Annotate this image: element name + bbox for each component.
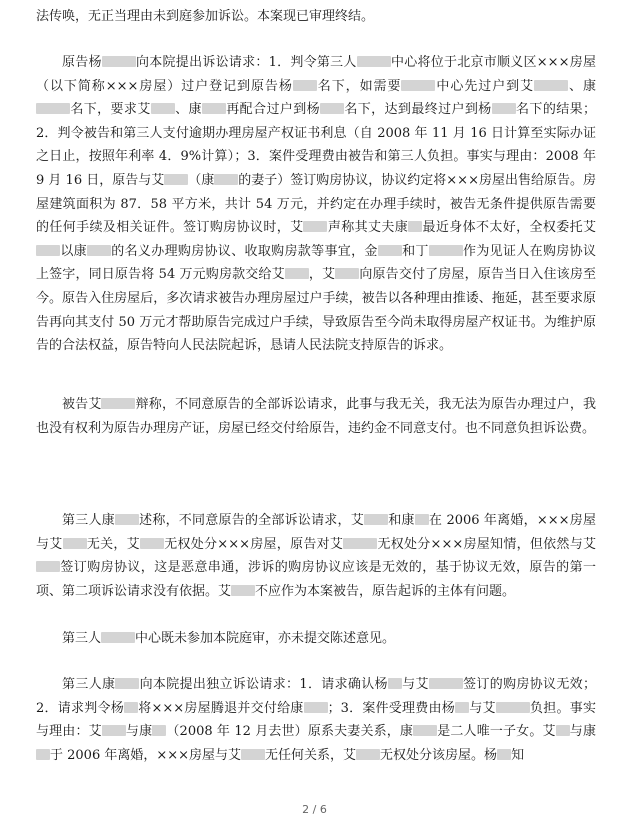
text: 是二人唯一子女。艾	[437, 724, 556, 740]
text: 名下，如需要	[316, 78, 402, 94]
text: 与康	[569, 724, 596, 740]
redaction	[343, 538, 377, 549]
redaction	[357, 56, 391, 67]
redaction	[335, 268, 359, 279]
paragraph-independent-claim	[36, 673, 596, 767]
text: 于 2006 年离婚，×××房屋与艾	[50, 747, 242, 763]
redaction	[497, 749, 511, 760]
redaction	[415, 514, 429, 525]
redaction	[115, 678, 139, 689]
page-number: 2 / 6	[302, 803, 327, 816]
paragraph-0	[36, 5, 596, 29]
text: 被告艾	[62, 397, 102, 412]
redaction	[36, 103, 70, 114]
redaction	[413, 725, 437, 736]
text: 法传唤，无正当理由未到庭参加诉讼。本案现已审理终结。	[36, 9, 375, 24]
redaction	[429, 245, 463, 256]
redaction	[388, 678, 402, 689]
text: 中心将位于北京市顺义区×××房屋（以下简称×××房屋）过户登记到原告杨	[36, 55, 596, 94]
redaction	[534, 80, 568, 91]
redaction	[304, 702, 328, 713]
text: 以康	[60, 243, 87, 259]
text: 、康	[174, 102, 202, 118]
text: 无权处分该房屋。杨	[380, 747, 498, 763]
text: 与康	[125, 724, 153, 740]
redaction	[429, 678, 463, 689]
paragraph-third-party-statement	[36, 509, 596, 603]
redaction	[124, 702, 138, 713]
redaction	[36, 245, 60, 256]
text: 将×××房屋腾退并交付给康	[137, 700, 304, 716]
text: 辩称，不同意原告的全部诉讼请求，此事与我无关，我无法为原告办理过户，我也没有权利为原告办理房产证，房屋已经交付给原告，违约金不同意支付。也不同意负担诉讼费。	[36, 397, 596, 436]
text: 第三人康	[62, 513, 115, 528]
text: 知	[511, 747, 525, 763]
redaction	[102, 725, 126, 736]
text: 述称，不同意原告的全部诉讼请求，艾	[138, 513, 364, 528]
text: 中心既未参加本院庭审，亦未提交陈述意见。	[135, 631, 396, 646]
redaction	[492, 103, 516, 114]
text: 签订的购房协议无效；2．请求判令杨	[36, 677, 596, 716]
redaction	[378, 245, 402, 256]
text: 作为见证人在购房协议上签字，同日原告将 54 万元购房款交给艾	[36, 243, 596, 283]
text: 名下的结果；2．判令被告和第三人支付逾期办理房屋产权证书利息（自 2008 年 11 月 16 日计算至实际办证之日止，按照年利率 4．9%计算）；3．案件受理费由被告和第三人负担。事实与理由：2008 年 9 月 16 日，原告与艾	[36, 102, 596, 188]
text: 和丁	[401, 243, 429, 259]
text: ，艾	[308, 267, 336, 283]
redaction	[151, 103, 175, 114]
redaction	[63, 538, 87, 549]
redaction	[241, 749, 265, 760]
redaction	[115, 514, 139, 525]
text: 中心先过户到艾	[435, 78, 535, 94]
redaction	[87, 245, 111, 256]
paragraph-plaintiff-claims	[36, 51, 596, 358]
text: （2008 年 12 月去世）原系夫妻关系，康	[166, 724, 414, 740]
redaction	[303, 221, 327, 232]
redaction	[293, 80, 317, 91]
text: 无关，艾	[86, 536, 140, 552]
text: 再配合过户到杨	[225, 102, 320, 118]
text: 向原告交付了房屋，原告当日入住该房至今。原告入住房屋后，多次请求被告办理房屋过户手续，被告以各种理由推诿、拖延，甚至要求原告再向其支付 50 万元才帮助原告完成过户手续，导致原告至今尚未取得房屋产权证书。为维护原告的合法权益，原告特向人民法院起诉，恳请人民法院支持原告的诉求。	[36, 267, 596, 354]
text: 与艾	[469, 700, 496, 716]
redaction	[401, 80, 435, 91]
redaction	[36, 561, 60, 572]
redaction	[202, 103, 226, 114]
redaction	[320, 103, 344, 114]
text: 、康	[568, 78, 596, 94]
redaction	[36, 749, 50, 760]
text: 向本院提出诉讼请求：1．判令第三人	[135, 55, 357, 70]
paragraph-third-party-center	[36, 627, 596, 651]
redaction	[285, 268, 309, 279]
text: 的妻子）签订购房协议，协议约定将×××房屋出售给原告。房屋建筑面积为 87．58 平方米，共计 54 万元，并约定在办理手续时，被告无条件提供原告需要的任何手续及相关证件。签订购房协议时，艾	[36, 172, 596, 236]
redaction	[231, 585, 255, 596]
paragraph-defendant-reply	[36, 393, 596, 440]
text: 无权处分×××房屋知情，但依然与艾	[377, 536, 596, 552]
text: 第三人	[62, 631, 102, 646]
text: 签订购房协议，这是恶意串通，涉诉的购房协议应该是无效的，基于协议无效，原告的第一项、第二项诉讼请求没有依据。艾	[36, 560, 596, 599]
text: 最近身体不太好，全权委托艾	[422, 220, 596, 236]
redaction	[214, 174, 238, 185]
text: 原告杨	[62, 55, 102, 70]
redaction	[496, 702, 530, 713]
redaction	[152, 725, 166, 736]
text: 和康	[387, 513, 415, 528]
redaction	[408, 221, 422, 232]
text: （康	[188, 172, 215, 188]
text: 无权处分×××房屋，原告对艾	[163, 536, 344, 552]
text: 名下，要求艾	[70, 102, 151, 118]
redaction	[164, 174, 188, 185]
redaction	[101, 398, 135, 409]
redaction	[102, 56, 136, 67]
text: 第三人康	[62, 677, 116, 692]
text: 向本院提出独立诉讼请求：1．请求确认杨	[139, 677, 388, 692]
text: ；3．案件受理费由杨	[327, 700, 456, 716]
text: 在 2006 年离婚，×××房屋与艾	[36, 513, 596, 552]
redaction	[140, 538, 164, 549]
text: 名下，达到最终过户到杨	[344, 102, 492, 118]
redaction	[101, 632, 135, 643]
redaction	[455, 702, 469, 713]
text: 不应作为本案被告，原告起诉的主体有问题。	[255, 583, 516, 599]
redaction	[364, 514, 388, 525]
redaction	[556, 725, 570, 736]
text: 与艾	[401, 677, 429, 692]
text: 负担。事实与理由：艾	[36, 700, 596, 740]
text: 无任何关系，艾	[265, 747, 357, 763]
text: 声称其丈夫康	[327, 220, 409, 236]
redaction	[356, 749, 380, 760]
text: 的名义办理购房协议、收取购房款等事宜，金	[110, 243, 378, 259]
